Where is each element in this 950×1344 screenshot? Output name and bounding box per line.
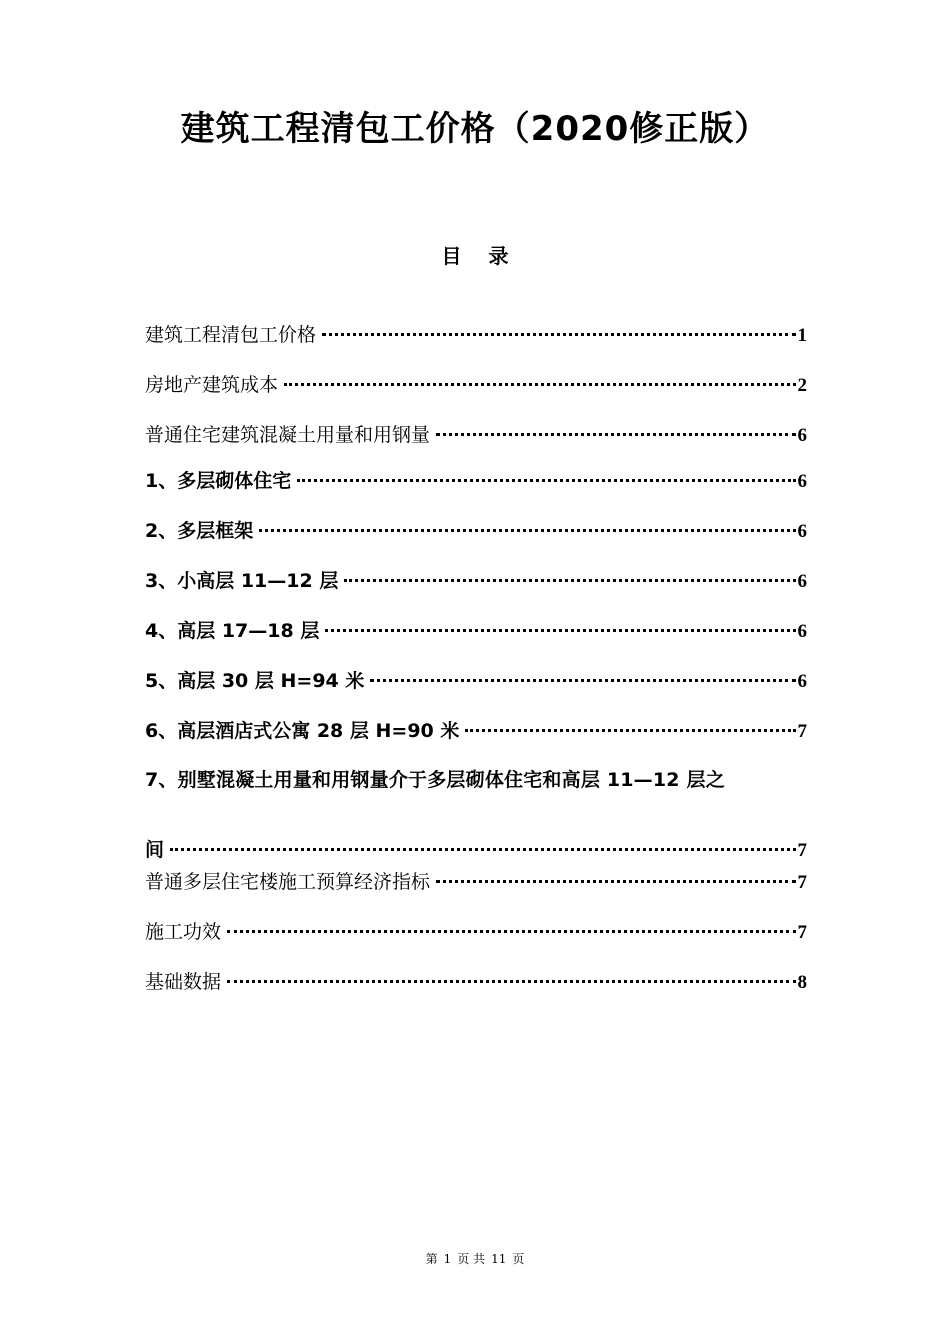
toc-page-number: 7 (797, 840, 807, 861)
toc-entry[interactable] (145, 666, 807, 696)
document-title: 建筑工程清包工价格（2020修正版） (180, 109, 770, 149)
toc-entry-multiline[interactable] (145, 765, 807, 865)
toc-dot-leader (436, 880, 795, 883)
toc-dot-leader (297, 479, 795, 482)
toc-dot-leader (436, 433, 795, 436)
toc-page-number: 1 (797, 325, 807, 346)
toc-page-number: 6 (797, 571, 807, 592)
toc-entry[interactable] (145, 320, 807, 350)
toc-entry-line2 (145, 835, 807, 865)
toc-entry[interactable] (145, 420, 807, 450)
toc-entry-label: 普通多层住宅楼施工预算经济指标 (145, 871, 431, 893)
toc-page-number: 7 (797, 872, 807, 893)
toc-entry-label: 5、高层 30 层 H=94 米 (145, 670, 365, 692)
toc-entry[interactable] (145, 466, 807, 496)
toc-entry-label-line1: 7、别墅混凝土用量和用钢量介于多层砌体住宅和高层 11—12 层之 (145, 769, 725, 791)
toc-entry-label: 1、多层砌体住宅 (145, 470, 292, 492)
toc-dot-leader (370, 679, 795, 682)
toc-entry[interactable] (145, 370, 807, 400)
toc-page-number: 6 (797, 521, 807, 542)
toc-dot-leader (284, 383, 795, 386)
toc-entry[interactable] (145, 566, 807, 596)
footer-prefix: 第 (425, 1252, 438, 1266)
toc-heading: 目 录 (441, 244, 519, 268)
toc-entry[interactable] (145, 917, 807, 947)
toc-entry-label: 3、小高层 11—12 层 (145, 570, 339, 592)
toc-dot-leader (259, 529, 795, 532)
toc-dot-leader (325, 629, 795, 632)
toc-dot-leader (227, 930, 795, 933)
toc-entry[interactable] (145, 716, 807, 746)
toc-page-number: 7 (797, 721, 807, 742)
toc-page-number: 6 (797, 621, 807, 642)
toc-entry[interactable] (145, 616, 807, 646)
toc-entry-label: 普通住宅建筑混凝土用量和用钢量 (145, 424, 431, 446)
toc-dot-leader (322, 333, 795, 336)
toc-entry-label: 房地产建筑成本 (145, 374, 279, 396)
toc-page-number: 8 (797, 972, 807, 993)
toc-entry-label: 基础数据 (145, 971, 222, 993)
toc-entry-label: 2、多层框架 (145, 520, 254, 542)
toc-dot-leader (170, 848, 795, 851)
toc-entry-label-line2: 间 (145, 839, 165, 861)
toc-entry-label: 4、高层 17—18 层 (145, 620, 320, 642)
toc-page-number: 2 (797, 375, 807, 396)
toc-entry-label: 施工功效 (145, 921, 222, 943)
toc-page-number: 6 (797, 471, 807, 492)
footer-total-pages: 11 (491, 1252, 507, 1266)
toc-dot-leader (465, 729, 795, 732)
toc-page-number: 6 (797, 425, 807, 446)
footer-middle: 页 共 (457, 1252, 486, 1266)
footer-current-page: 1 (443, 1252, 452, 1266)
toc-dot-leader (344, 579, 795, 582)
toc-entry-label: 6、高层酒店式公寓 28 层 H=90 米 (145, 720, 460, 742)
toc-entry[interactable] (145, 967, 807, 997)
toc-entry-label: 建筑工程清包工价格 (145, 324, 317, 346)
page-footer (0, 1250, 950, 1268)
toc-page-number: 6 (797, 671, 807, 692)
toc-entry[interactable] (145, 516, 807, 546)
toc-entry[interactable] (145, 867, 807, 897)
toc-dot-leader (227, 980, 795, 983)
footer-suffix: 页 (512, 1252, 525, 1266)
toc-page-number: 7 (797, 922, 807, 943)
